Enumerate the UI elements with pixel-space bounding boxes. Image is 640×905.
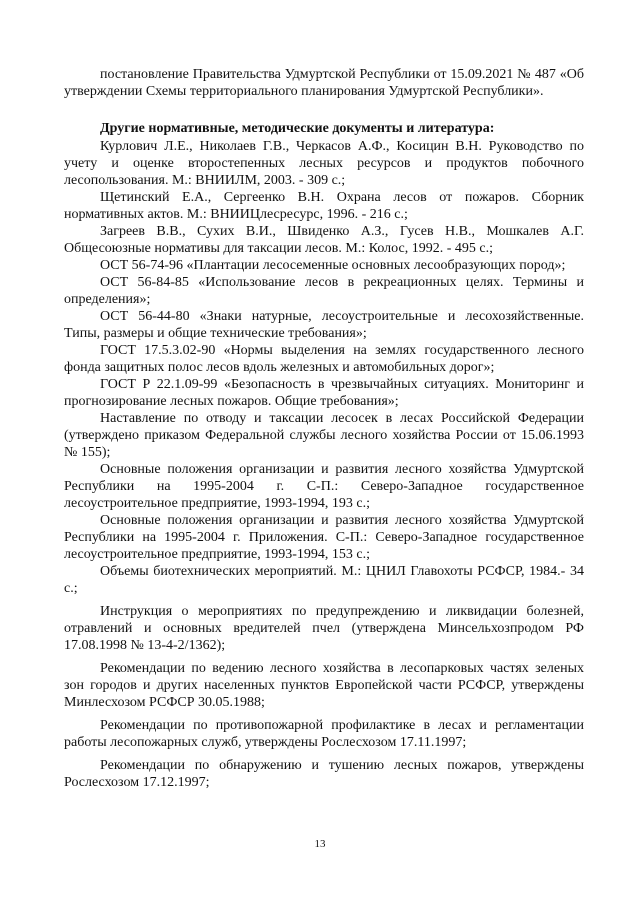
section-heading: Другие нормативные, методические документы и литература: xyxy=(100,121,495,136)
page-content xyxy=(64,66,584,791)
reference-item: Загреев В.В., Сухих В.И., Швиденко А.З., Гусев Н.В., Мошкалев А.Г. Общесоюзные нормативы для таксации лесов. М.: Колос, 1992. - 495 с.; xyxy=(64,224,584,256)
reference-item: Основные положения организации и развития лесного хозяйства Удмуртской Республики на 1995-2004 г. Приложения. С-П.: Северо-Западное государственное лесоустроительное предприятие, 1993-1994, 153 с.; xyxy=(64,513,584,562)
reference-item: Инструкция о мероприятиях по предупреждению и ликвидации болезней, отравлений и основных вредителей пчел (утверждена Минсельхозпродом РФ 17.08.1998 № 13-4-2/1362); xyxy=(64,604,584,653)
page-number: 13 xyxy=(314,838,326,850)
reference-item: Курлович Л.Е., Николаев Г.В., Черкасов А.Ф., Косицин В.Н. Руководство по учету и оценке второстепенных лесных ресурсов и продуктов побочного лесопользования. М.: ВНИИЛМ, 2003. - 309 с.; xyxy=(64,139,584,188)
intro-paragraph: постановление Правительства Удмуртской Республики от 15.09.2021 № 487 «Об утверждении Схемы территориального планирования Удмуртской Республики». xyxy=(64,67,584,99)
reference-item: ОСТ 56-44-80 «Знаки натурные, лесоустроительные и лесохозяйственные. Типы, размеры и общие технические требования»; xyxy=(64,309,584,341)
reference-item: ОСТ 56-84-85 «Использование лесов в рекреационных целях. Термины и определения»; xyxy=(64,275,584,307)
reference-item: Основные положения организации и развития лесного хозяйства Удмуртской Республики на 1995-2004 г. С-П.: Северо-Западное государственное лесоустроительное предприятие, 1993-1994, 193 с.; xyxy=(64,462,584,511)
reference-item: Рекомендации по обнаружению и тушению лесных пожаров, утверждены Рослесхозом 17.12.1997; xyxy=(64,758,584,790)
reference-item: ОСТ 56-74-96 «Плантации лесосеменные основных лесообразующих пород»; xyxy=(100,258,566,273)
reference-item: Объемы биотехнических мероприятий. М.: ЦНИЛ Главохоты РСФСР, 1984.- 34 с.; xyxy=(64,564,584,596)
reference-item: Рекомендации по противопожарной профилактике в лесах и регламентации работы лесопожарных служб, утверждены Рослесхозом 17.11.1997; xyxy=(64,718,584,750)
reference-item: Наставление по отводу и таксации лесосек в лесах Российской Федерации (утверждено приказом Федеральной службы лесного хозяйства России от 15.06.1993 № 155); xyxy=(64,411,584,460)
reference-item: Щетинский Е.А., Сергеенко В.Н. Охрана лесов от пожаров. Сборник нормативных актов. М.: ВНИИЦлесресурс, 1996. - 216 с.; xyxy=(64,190,584,222)
reference-item: ГОСТ Р 22.1.09-99 «Безопасность в чрезвычайных ситуациях. Мониторинг и прогнозирование лесных пожаров. Общие требования»; xyxy=(64,377,584,409)
reference-item: Рекомендации по ведению лесного хозяйства в лесопарковых частях зеленых зон городов и других населенных пунктов Европейской части РСФСР, утверждены Минлесхозом РСФСР 30.05.1988; xyxy=(64,661,584,710)
reference-item: ГОСТ 17.5.3.02-90 «Нормы выделения на землях государственного лесного фонда защитных полос лесов вдоль железных и автомобильных дорог»; xyxy=(64,343,584,375)
